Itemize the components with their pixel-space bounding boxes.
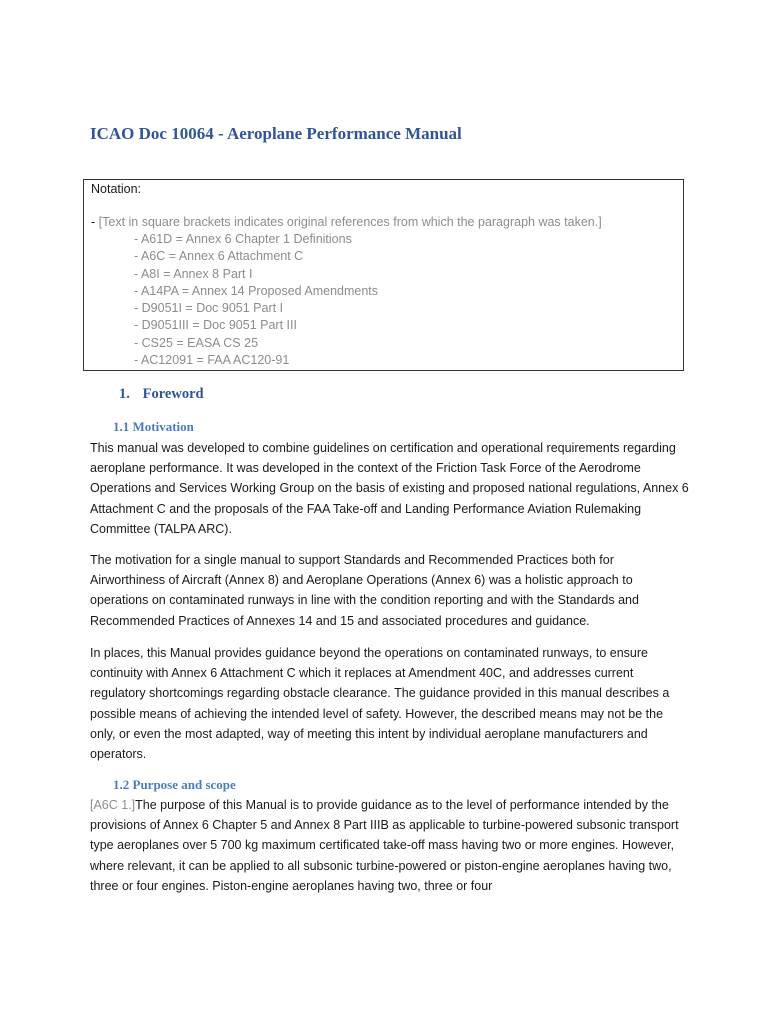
notation-item: - A6C = Annex 6 Attachment C [134, 249, 304, 264]
paragraph-purpose [90, 795, 690, 896]
notation-item: - D9051I = Doc 9051 Part I [134, 301, 284, 316]
notation-label: Notation: [91, 182, 142, 196]
section-heading-foreword [119, 386, 204, 403]
subsection-heading-purpose: 1.2 Purpose and scope [113, 777, 236, 792]
notation-item: - A8I = Annex 8 Part I [134, 266, 253, 281]
reference-tag: [A6C 1.] [90, 798, 136, 812]
section-number: 1. [119, 386, 130, 402]
notation-item: - A61D = Annex 6 Chapter 1 Definitions [134, 232, 352, 246]
notation-item: - CS25 = EASA CS 25 [134, 335, 259, 350]
notation-lead [91, 214, 602, 231]
paragraph: The motivation for a single manual to support Standards and Recommended Practices both for Airworthiness of Aircraft (Annex 8) and Aeroplane Operations (Annex 6) was a holistic approach to operations on contaminated runways in line with the condition reporting and with the Standards and Recommended Practices of Annexes 14 and 15 and associated procedures and guidance. [90, 553, 639, 628]
notation-item: - D9051III = Doc 9051 Part III [134, 318, 297, 333]
notation-lead-text: [Text in square brackets indicates original references from which the paragraph was taken.] [98, 215, 602, 229]
notation-item: - AC12091 = FAA AC120-91 [134, 353, 290, 368]
section-title: Foreword [142, 386, 204, 402]
notation-box [83, 179, 684, 371]
subsection-heading-motivation: 1.1 Motivation [113, 419, 194, 434]
document-title: ICAO Doc 10064 - Aeroplane Performance Manual [90, 124, 462, 143]
notation-item: - A14PA = Annex 14 Proposed Amendments [134, 283, 379, 298]
paragraph-text: The purpose of this Manual is to provide guidance as to the level of performance intended by the provisions of Annex 6 Chapter 5 and Annex 8 Part IIIB as applicable to turbine-powered subsonic transport type aeroplanes over 5 700 kg maximum certificated take-off mass having two or more engines. However, where relevant, it can be applied to all subsonic turbine-powered or piston-engine aeroplanes having two, three or four engines. Piston-engine aeroplanes having two, three or four [90, 798, 679, 893]
notation-list [134, 231, 378, 369]
notation-lead-dash: - [91, 215, 99, 229]
paragraph: In places, this Manual provides guidance beyond the operations on contaminated runways, to ensure continuity with Annex 6 Attachment C which it replaces at Amendment 40C, and addresses current regulatory shortcomings regarding obstacle clearance. The guidance provided in this manual describes a possible means of achieving the intended level of safety. However, the described means may not be the only, or even the most adapted, way of meeting this intent by individual aeroplane manufacturers and operators. [90, 646, 670, 762]
paragraph: This manual was developed to combine guidelines on certification and operational requirements regarding aeroplane performance. It was developed in the context of the Friction Task Force of the Aerodrome Operations and Services Working Group on the basis of existing and proposed national regulations, Annex 6 Attachment C and the proposals of the FAA Take-off and Landing Performance Aviation Rulemaking Committee (TALPA ARC). [90, 441, 689, 536]
